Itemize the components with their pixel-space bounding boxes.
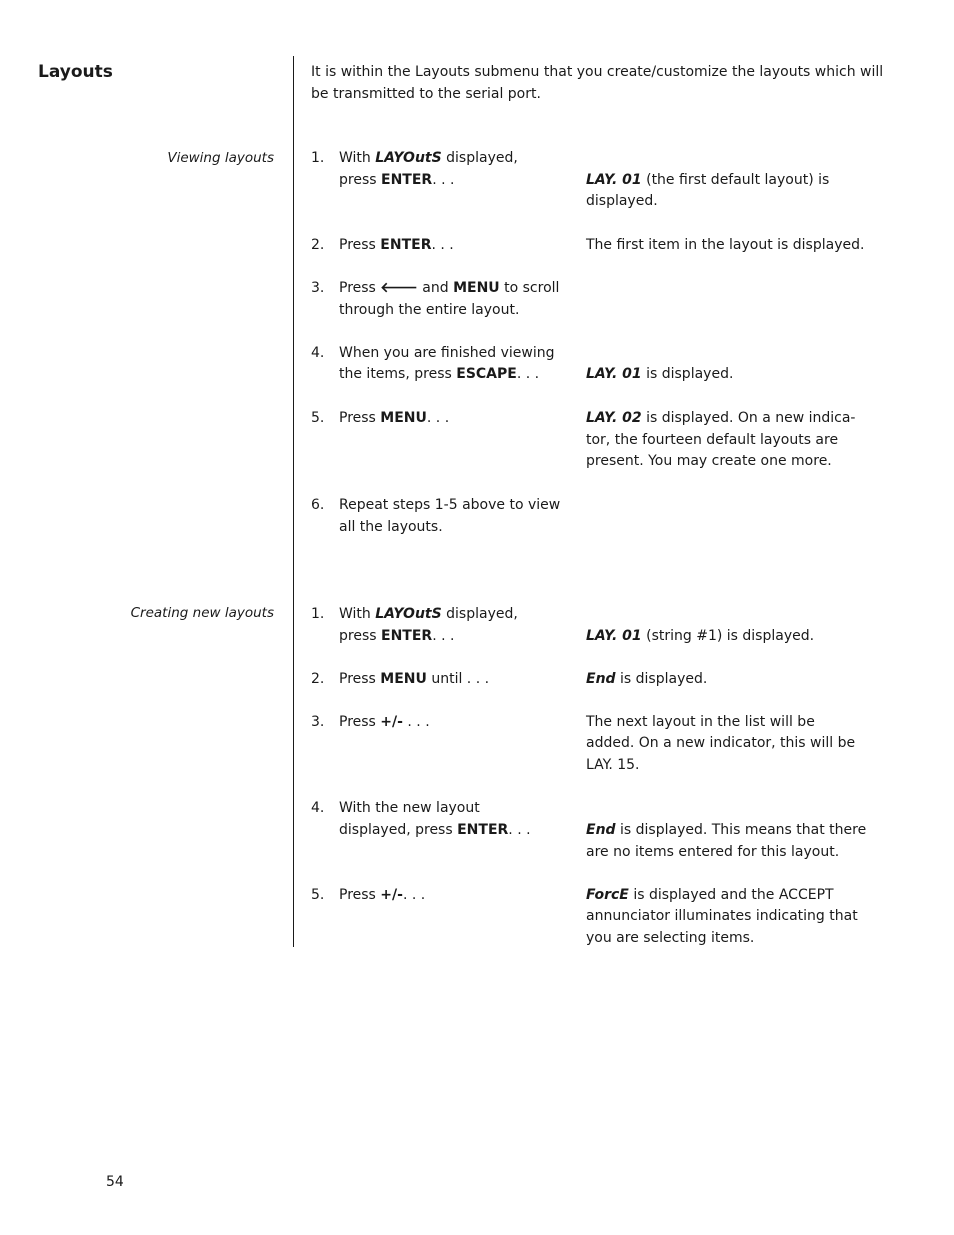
intro-line-2: be transmitted to the serial port. bbox=[311, 86, 541, 102]
subheading-creating: Creating new layouts bbox=[130, 605, 274, 621]
step-number: 4. bbox=[311, 800, 325, 816]
step-result: The next layout in the list will be bbox=[586, 714, 815, 730]
step-text: Press 🡐 and MENU to scroll bbox=[339, 277, 559, 299]
step-number: 1. bbox=[311, 150, 325, 166]
step-text: With the new layout bbox=[339, 800, 480, 816]
step-result: LAY. 01 is displayed. bbox=[586, 366, 734, 382]
step-text: press ENTER. . . bbox=[339, 172, 455, 188]
step-text: through the entire layout. bbox=[339, 302, 520, 318]
step-text: Press ENTER. . . bbox=[339, 237, 454, 253]
step-text: Repeat steps 1-5 above to view bbox=[339, 497, 561, 513]
step-result: are no items entered for this layout. bbox=[586, 844, 840, 860]
step-text: With LAYOutS displayed, bbox=[339, 150, 518, 166]
step-text: Press +/-. . . bbox=[339, 887, 426, 903]
step-number: 1. bbox=[311, 606, 325, 622]
left-arrow-icon: 🡐 bbox=[380, 280, 418, 296]
step-result: ForcE is displayed and the ACCEPT bbox=[586, 887, 834, 903]
step-text: displayed, press ENTER. . . bbox=[339, 822, 531, 838]
step-result: LAY. 01 (the first default layout) is bbox=[586, 172, 830, 188]
step-result: LAY. 15. bbox=[586, 757, 640, 773]
step-result: added. On a new indicator, this will be bbox=[586, 735, 856, 751]
step-result: End is displayed. bbox=[586, 671, 708, 687]
step-result: annunciator illuminates indicating that bbox=[586, 908, 858, 924]
step-number: 4. bbox=[311, 345, 325, 361]
intro-line-1: It is within the Layouts submenu that you create/customize the layouts which will bbox=[311, 64, 884, 80]
step-result: you are selecting items. bbox=[586, 930, 755, 946]
page-number: 54 bbox=[106, 1174, 124, 1190]
step-result: tor, the fourteen default layouts are bbox=[586, 432, 839, 448]
step-text: With LAYOutS displayed, bbox=[339, 606, 518, 622]
subheading-viewing: Viewing layouts bbox=[167, 150, 274, 166]
step-result: LAY. 01 (string #1) is displayed. bbox=[586, 628, 815, 644]
step-number: 3. bbox=[311, 714, 325, 730]
step-number: 2. bbox=[311, 237, 325, 253]
step-result: The first item in the layout is displayed. bbox=[586, 237, 865, 253]
step-number: 2. bbox=[311, 671, 325, 687]
step-text: Press MENU. . . bbox=[339, 410, 450, 426]
step-text: the items, press ESCAPE. . . bbox=[339, 366, 540, 382]
step-result: displayed. bbox=[586, 193, 658, 209]
step-text: all the layouts. bbox=[339, 519, 443, 535]
column-divider bbox=[293, 56, 294, 947]
step-number: 6. bbox=[311, 497, 325, 513]
step-result: present. You may create one more. bbox=[586, 453, 832, 469]
step-result: End is displayed. This means that there bbox=[586, 822, 867, 838]
section-title: Layouts bbox=[38, 62, 113, 82]
step-text: Press +/- . . . bbox=[339, 714, 430, 730]
step-number: 5. bbox=[311, 410, 325, 426]
step-number: 3. bbox=[311, 280, 325, 296]
step-result: LAY. 02 is displayed. On a new indica- bbox=[586, 410, 856, 426]
step-text: press ENTER. . . bbox=[339, 628, 455, 644]
step-text: Press MENU until . . . bbox=[339, 671, 490, 687]
step-number: 5. bbox=[311, 887, 325, 903]
step-text: When you are finished viewing bbox=[339, 345, 555, 361]
